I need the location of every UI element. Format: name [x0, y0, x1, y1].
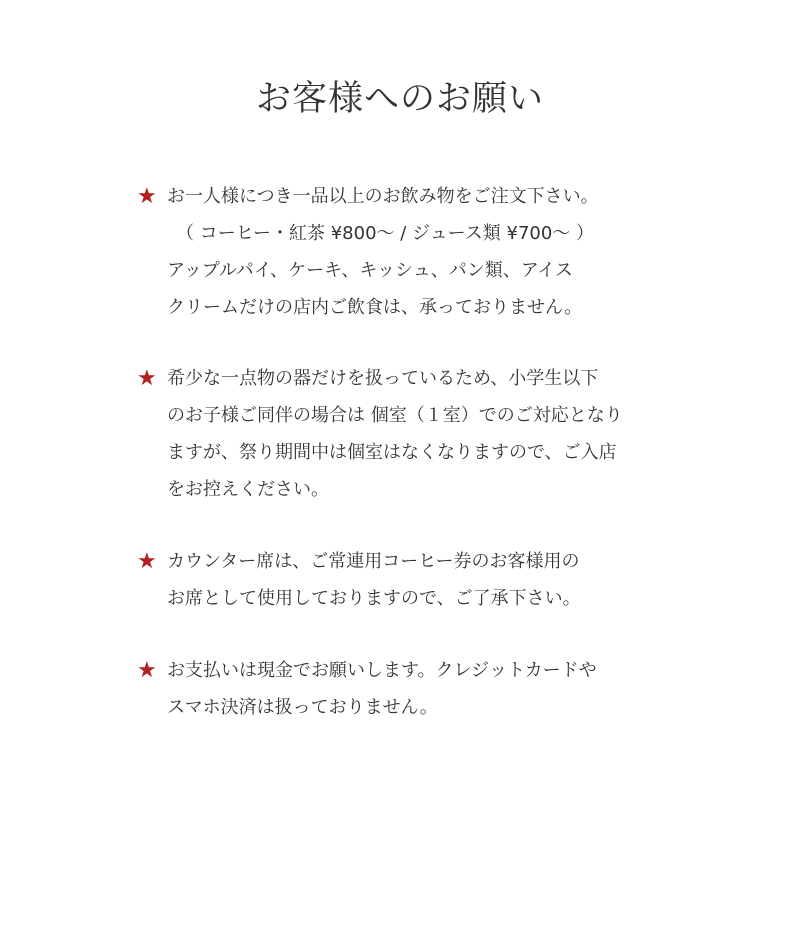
star-icon: ★	[137, 366, 157, 391]
notice-text	[167, 178, 599, 326]
page-title: お客様へのお願い	[255, 79, 544, 119]
star-icon: ★	[137, 658, 157, 683]
star-icon: ★	[137, 549, 157, 574]
notice-text	[167, 652, 597, 726]
notice-line: クリームだけの店内ご飲食は、承っておりません。	[167, 297, 583, 318]
notice-text	[167, 543, 581, 617]
notice-line: をお控えください。	[167, 479, 329, 500]
notice-line: のお子様ご同伴の場合は 個室（１室）でのご対応となり	[167, 405, 623, 426]
notice-line: 希少な一点物の器だけを扱っているため、小学生以下	[167, 368, 599, 389]
notice-line: お一人様につき一品以上のお飲み物をご注文下さい。	[167, 186, 599, 207]
notice-line: カウンター席は、ご常連用コーヒー券のお客様用の	[167, 551, 580, 572]
star-icon: ★	[137, 184, 157, 209]
notice-line: ますが、祭り期間中は個室はなくなりますので、ご入店	[167, 442, 617, 463]
notice-line: （ コーヒー・紅茶 ¥800〜 / ジュース類 ¥700〜 ）	[176, 223, 595, 244]
notice-line: アップルパイ、ケーキ、キッシュ、パン類、アイス	[167, 260, 573, 281]
notice-line: スマホ決済は扱っておりません。	[167, 697, 438, 718]
notice-text	[167, 360, 623, 508]
notice-line: お支払いは現金でお願いします。クレジットカードや	[167, 660, 597, 681]
notice-line: お席として使用しておりますので、ご了承下さい。	[167, 588, 581, 609]
